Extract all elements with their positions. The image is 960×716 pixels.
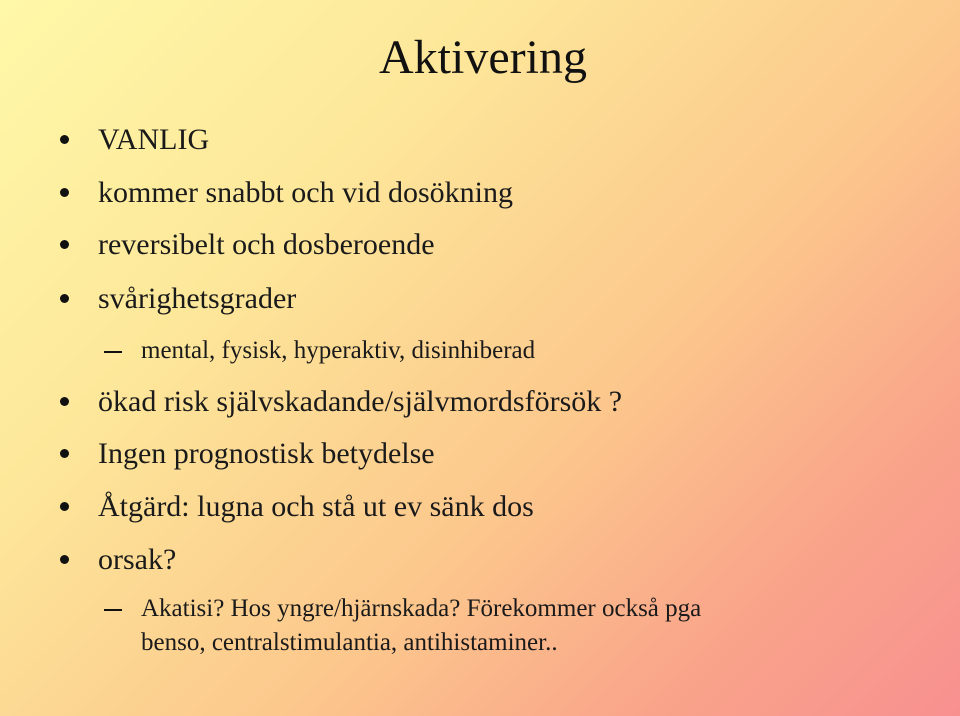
bullet-icon <box>60 240 69 249</box>
dash-icon <box>104 351 122 353</box>
bullet-text: ökad risk självskadande/självmordsförsök ? <box>98 385 623 418</box>
bullet-icon <box>60 294 69 303</box>
bullet-text: Ingen prognostisk betydelse <box>98 437 435 470</box>
bullet-text: kommer snabbt och vid dosökning <box>98 176 513 209</box>
bullet-icon <box>60 135 69 144</box>
bullet-text: VANLIG <box>98 123 210 156</box>
bullet-text: svårighetsgrader <box>98 282 297 315</box>
slide-title: Aktivering <box>379 31 587 84</box>
bullet-text: orsak? <box>98 543 177 576</box>
sub-item-text: mental, fysisk, hyperaktiv, disinhiberad <box>141 337 536 364</box>
bullet-icon <box>60 555 69 564</box>
sub-item-text-line2: benso, centralstimulantia, antihistaminer.. <box>141 629 558 656</box>
bullet-icon <box>60 397 69 406</box>
bullet-icon <box>60 449 69 458</box>
bullet-icon <box>60 502 69 511</box>
bullet-icon <box>60 188 69 197</box>
sub-item-text-line1: Akatisi? Hos yngre/hjärnskada? Förekommer också pga <box>141 595 702 622</box>
bullet-text: reversibelt och dosberoende <box>98 228 435 261</box>
bullet-text: Åtgärd: lugna och stå ut ev sänk dos <box>98 490 534 523</box>
dash-icon <box>104 609 122 611</box>
